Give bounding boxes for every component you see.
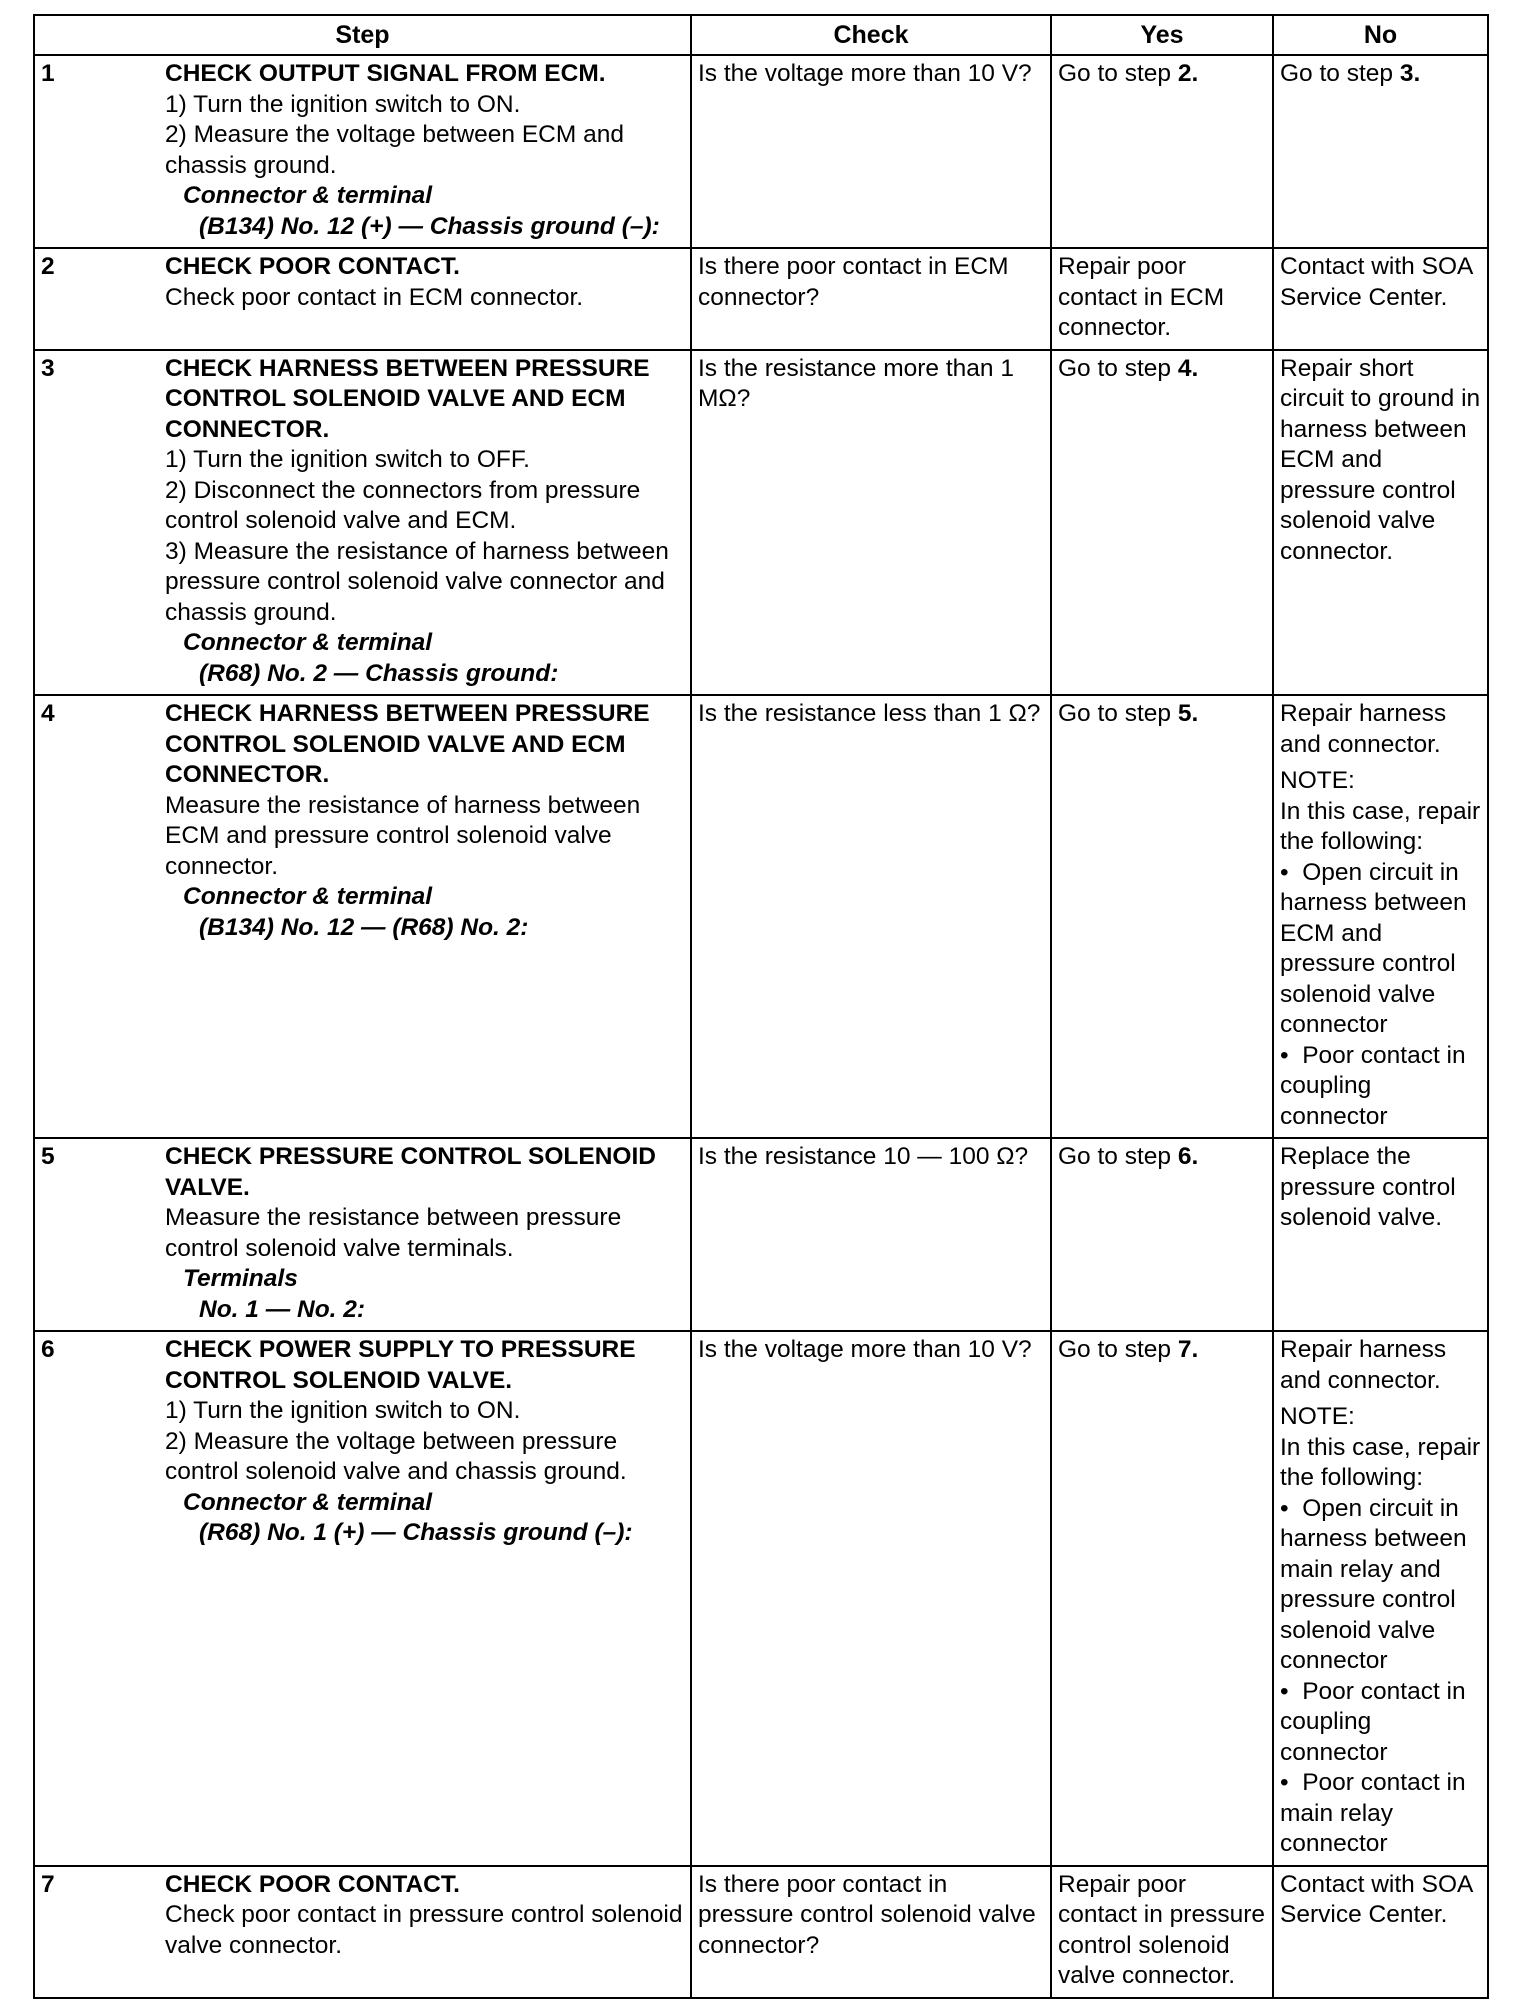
step-instruction: 1) Turn the ignition switch to OFF. bbox=[165, 446, 530, 473]
header-check: Check bbox=[691, 15, 1051, 55]
step-instruction: 3) Measure the resistance of harness between pressure control solenoid valve connector and chassis ground. bbox=[165, 537, 669, 626]
no-cell bbox=[1273, 695, 1488, 1138]
header-yes: Yes bbox=[1051, 15, 1273, 55]
note-item: • Poor contact in coupling connector bbox=[1280, 1041, 1483, 1133]
connector-terminal-label: Terminals bbox=[183, 1265, 298, 1292]
step-instruction: 2) Disconnect the connectors from pressure control solenoid valve and ECM. bbox=[165, 476, 641, 534]
yes-cell bbox=[1051, 248, 1273, 350]
no-text: Repair harness and connector. bbox=[1280, 1336, 1447, 1394]
step-number: 6 bbox=[34, 1331, 159, 1866]
note-item: • Poor contact in main relay connector bbox=[1280, 1768, 1483, 1860]
step-row bbox=[34, 695, 1488, 1138]
step-instruction: 2) Measure the voltage between ECM and chassis ground. bbox=[165, 121, 624, 179]
step-instruction: 1) Turn the ignition switch to ON. bbox=[165, 1397, 521, 1424]
yes-cell bbox=[1051, 695, 1273, 1138]
step-title: CHECK PRESSURE CONTROL SOLENOID VALVE. bbox=[165, 1143, 656, 1201]
no-cell bbox=[1273, 1866, 1488, 1998]
yes-cell bbox=[1051, 1866, 1273, 1998]
check-question: Is the resistance more than 1 MΩ? bbox=[698, 354, 1014, 412]
connector-terminal-label: Connector & terminal bbox=[183, 1488, 433, 1516]
yes-step-number: 2. bbox=[1177, 60, 1199, 87]
diagnostic-table bbox=[33, 14, 1489, 1999]
yes-text: Go to step bbox=[1058, 354, 1178, 382]
step-row bbox=[34, 1331, 1488, 1866]
step-instruction: Measure the resistance between pressure control solenoid valve terminals. bbox=[165, 1204, 622, 1262]
no-cell bbox=[1273, 55, 1488, 248]
step-cell bbox=[159, 1138, 691, 1331]
note-item: • Open circuit in harness between main relay and pressure control solenoid valve connector bbox=[1280, 1494, 1483, 1677]
step-number: 7 bbox=[34, 1866, 159, 1998]
step-number: 3 bbox=[34, 350, 159, 696]
step-row bbox=[34, 55, 1488, 248]
check-cell bbox=[691, 695, 1051, 1138]
yes-cell bbox=[1051, 1138, 1273, 1331]
check-question: Is the resistance 10 — 100 Ω? bbox=[698, 1143, 1029, 1170]
step-instruction: Check poor contact in ECM connector. bbox=[165, 283, 584, 311]
step-instruction: Check poor contact in pressure control solenoid valve connector. bbox=[165, 1901, 683, 1959]
no-cell bbox=[1273, 1138, 1488, 1331]
header-no: No bbox=[1273, 15, 1488, 55]
step-cell bbox=[159, 1331, 691, 1866]
yes-cell bbox=[1051, 1331, 1273, 1866]
check-cell bbox=[691, 1138, 1051, 1331]
step-instruction: 2) Measure the voltage between pressure control solenoid valve and chassis ground. bbox=[165, 1427, 627, 1485]
step-instruction: Measure the resistance of harness between ECM and pressure control solenoid valve connector. bbox=[165, 791, 641, 880]
check-question: Is there poor contact in pressure control solenoid valve connector? bbox=[698, 1870, 1036, 1959]
yes-step-number: 6. bbox=[1177, 1143, 1199, 1170]
note-label: NOTE: bbox=[1280, 767, 1355, 794]
connector-terminal-label: Connector & terminal bbox=[183, 182, 433, 209]
step-number: 5 bbox=[34, 1138, 159, 1331]
yes-text: Go to step bbox=[1058, 60, 1178, 87]
connector-terminal-value: No. 1 — No. 2: bbox=[199, 1295, 366, 1323]
step-cell bbox=[159, 1866, 691, 1998]
check-question: Is the voltage more than 10 V? bbox=[698, 60, 1032, 87]
check-question: Is the resistance less than 1 Ω? bbox=[698, 700, 1041, 727]
step-number: 1 bbox=[34, 55, 159, 248]
no-cell bbox=[1273, 1331, 1488, 1866]
step-instruction: 1) Turn the ignition switch to ON. bbox=[165, 90, 521, 118]
header-step: Step bbox=[34, 15, 691, 55]
connector-terminal-value: (R68) No. 2 — Chassis ground: bbox=[199, 659, 559, 687]
yes-step-number: 7. bbox=[1177, 1336, 1199, 1363]
step-cell bbox=[159, 350, 691, 696]
no-text: Contact with SOA Service Center. bbox=[1280, 1870, 1473, 1928]
yes-text: Go to step bbox=[1058, 1336, 1178, 1363]
check-cell bbox=[691, 1331, 1051, 1866]
no-cell bbox=[1273, 248, 1488, 350]
connector-terminal-value: (R68) No. 1 (+) — Chassis ground (–): bbox=[199, 1519, 633, 1546]
check-cell bbox=[691, 350, 1051, 696]
step-title: CHECK POOR CONTACT. bbox=[165, 1870, 460, 1898]
connector-terminal-label: Connector & terminal bbox=[183, 629, 433, 656]
note-item: • Poor contact in coupling connector bbox=[1280, 1677, 1483, 1769]
step-number: 2 bbox=[34, 248, 159, 350]
note-item: • Open circuit in harness between ECM and pressure control solenoid valve connector bbox=[1280, 858, 1483, 1041]
no-text: Repair harness and connector. bbox=[1280, 700, 1447, 758]
step-cell bbox=[159, 55, 691, 248]
step-title: CHECK HARNESS BETWEEN PRESSURE CONTROL SOLENOID VALVE AND ECM CONNECTOR. bbox=[165, 354, 650, 443]
no-text: Replace the pressure control solenoid valve. bbox=[1280, 1143, 1456, 1231]
no-step-number: 3. bbox=[1399, 60, 1421, 87]
step-cell bbox=[159, 695, 691, 1138]
step-title: CHECK HARNESS BETWEEN PRESSURE CONTROL SOLENOID VALVE AND ECM CONNECTOR. bbox=[165, 700, 650, 788]
note-text: In this case, repair the following: bbox=[1280, 1433, 1481, 1491]
step-row bbox=[34, 1138, 1488, 1331]
yes-step-number: 4. bbox=[1177, 354, 1199, 382]
yes-text: Repair poor contact in ECM connector. bbox=[1058, 253, 1225, 341]
check-cell bbox=[691, 55, 1051, 248]
no-text: Repair short circuit to ground in harness between ECM and pressure control solenoid valve connector. bbox=[1280, 354, 1481, 565]
connector-terminal-value: (B134) No. 12 (+) — Chassis ground (–): bbox=[199, 212, 660, 240]
no-text: Contact with SOA Service Center. bbox=[1280, 253, 1473, 311]
yes-text: Repair poor contact in pressure control solenoid valve connector. bbox=[1058, 1870, 1265, 1989]
step-row bbox=[34, 350, 1488, 696]
yes-cell bbox=[1051, 55, 1273, 248]
step-row bbox=[34, 1866, 1488, 1998]
no-text: Go to step bbox=[1280, 60, 1400, 87]
note-label: NOTE: bbox=[1280, 1403, 1355, 1430]
connector-terminal-value: (B134) No. 12 — (R68) No. 2: bbox=[199, 913, 529, 941]
step-number: 4 bbox=[34, 695, 159, 1138]
check-question: Is there poor contact in ECM connector? bbox=[698, 253, 1009, 311]
step-title: CHECK POOR CONTACT. bbox=[165, 253, 460, 280]
step-title: CHECK OUTPUT SIGNAL FROM ECM. bbox=[165, 60, 606, 87]
header-row bbox=[34, 15, 1488, 55]
note-text: In this case, repair the following: bbox=[1280, 797, 1481, 855]
check-cell bbox=[691, 1866, 1051, 1998]
yes-text: Go to step bbox=[1058, 1143, 1178, 1170]
yes-text: Go to step bbox=[1058, 700, 1178, 727]
yes-cell bbox=[1051, 350, 1273, 696]
step-row bbox=[34, 248, 1488, 350]
check-cell bbox=[691, 248, 1051, 350]
yes-step-number: 5. bbox=[1177, 700, 1199, 727]
check-question: Is the voltage more than 10 V? bbox=[698, 1336, 1032, 1363]
connector-terminal-label: Connector & terminal bbox=[183, 883, 433, 910]
step-title: CHECK POWER SUPPLY TO PRESSURE CONTROL SOLENOID VALVE. bbox=[165, 1336, 636, 1394]
step-cell bbox=[159, 248, 691, 350]
no-cell bbox=[1273, 350, 1488, 696]
